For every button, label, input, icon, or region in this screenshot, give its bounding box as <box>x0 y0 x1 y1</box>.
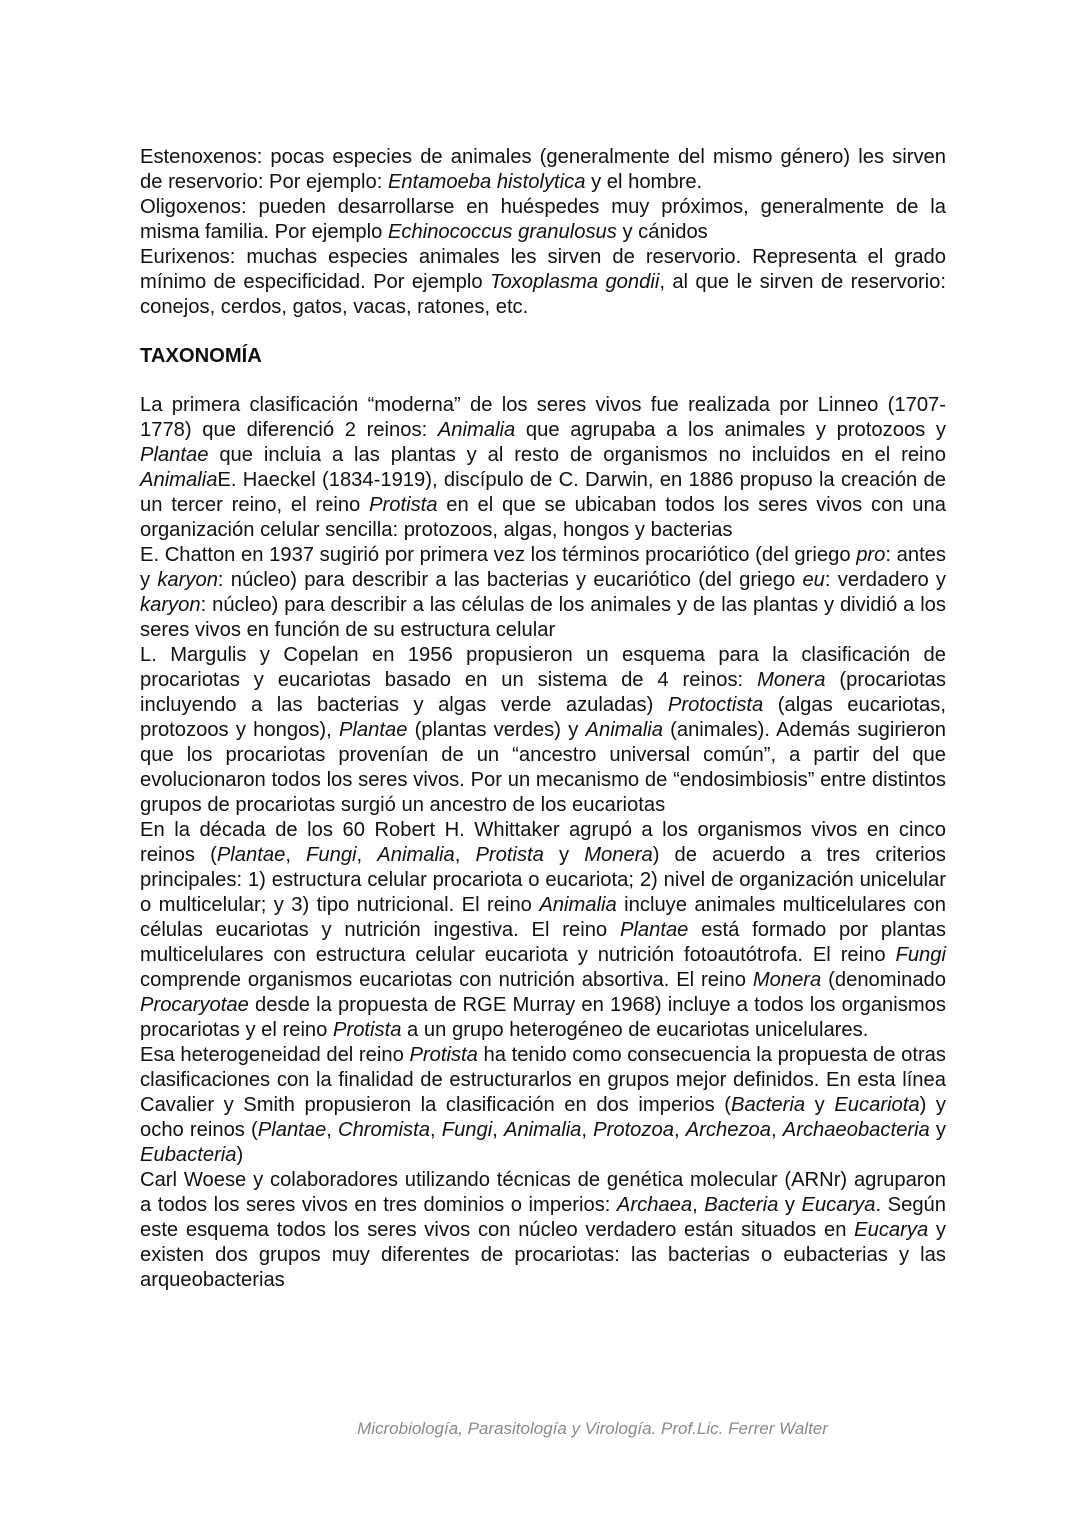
italic-term: Plantae <box>216 844 286 866</box>
italic-term: Protista <box>409 1044 478 1066</box>
italic-term: Entamoeba histolytica <box>387 171 586 193</box>
italic-term: Fungi <box>441 1119 493 1141</box>
page-footer: Microbiología, Parasitología y Virología. Prof.Lic. Ferrer Walter <box>357 1419 828 1438</box>
paragraph-eurixenos: Eurixenos: muchas especies animales les sirven de reservorio. Representa el grado mínimo de especificidad. Por ejemplo Toxoplasma gondii, al que le sirven de reservorio: conejos, cerdos, gatos, vacas, ratones, etc. <box>140 246 947 318</box>
italic-term: Eucariota <box>834 1094 920 1116</box>
paragraph-woese: Carl Woese y colaboradores utilizando técnicas de genética molecular (ARNr) agruparon a todos los seres vivos en tres dominios o imperios: Archaea, Bacteria y Eucarya. Según este esquema todos los seres vivos con núcleo verdadero están situados en Eucarya y existen dos grupos muy diferentes de procariotas: las bacterias o eubacterias y las arqueobacterias <box>140 1169 946 1291</box>
paragraph-chatton: E. Chatton en 1937 sugirió por primera vez los términos procariótico (del griego pro: antes y karyon: núcleo) para describir a las bacterias y eucariótico (del griego eu: verdadero y karyon: núcleo) para describir a las células de los animales y de las plantas y dividió a los seres vivos en función de su estructura celular <box>140 544 946 641</box>
italic-term: Bacteria <box>704 1194 779 1216</box>
paragraph-oligoxenos: Oligoxenos: pueden desarrollarse en huéspedes muy próximos, generalmente de la misma familia. Por ejemplo Echinococcus granulosus y cánidos <box>140 196 946 243</box>
italic-term: karyon <box>157 569 218 591</box>
paragraph-linneo: La primera clasificación “moderna” de los seres vivos fue realizada por Linneo (1707-1778) que diferenció 2 reinos: Animalia que agrupaba a los animales y protozoos y Plantae que incluia a las plantas y al resto de organismos no incluidos en el reino AnimaliaE. Haeckel (1834-1919), discípulo de C. Darwin, en 1886 propuso la creación de un tercer reino, el reino Protista en el que se ubicaban todos los seres vivos con una organización celular sencilla: protozoos, algas, hongos y bacterias <box>140 394 946 541</box>
italic-term: Animalia <box>437 419 516 441</box>
italic-term: Animalia <box>503 1119 582 1141</box>
italic-term: Plantae <box>257 1119 327 1141</box>
italic-term: Protoctista <box>667 694 764 716</box>
section-heading: TAXONOMÍA <box>140 345 262 367</box>
document-page <box>140 145 946 1293</box>
italic-term: pro <box>856 544 886 566</box>
italic-term: Archaea <box>616 1194 693 1216</box>
italic-term: Monera <box>584 844 653 866</box>
paragraph-whittaker: En la década de los 60 Robert H. Whittaker agrupó a los organismos vivos en cinco reinos (Plantae, Fungi, Animalia, Protista y Monera) de acuerdo a tres criterios principales: 1) estructura celular procariota o eucariota; 2) nivel de organización unicelular o multicelular; y 3) tipo nutricional. El reino Animalia incluye animales multicelulares con células eucariotas y nutrición ingestiva. El reino Plantae está formado por plantas multicelulares con estructura celular eucariota y nutrición fotoautótrofa. El reino Fungi comprende organismos eucariotas con nutrición absortiva. El reino Monera (denominado Procaryotae desde la propuesta de RGE Murray en 1968) incluye a todos los organismos procariotas y el reino Protista a un grupo heterogéneo de eucariotas unicelulares. <box>140 819 946 1041</box>
italic-term: Eubacteria <box>140 1144 237 1166</box>
italic-term: Archaeobacteria <box>782 1119 930 1141</box>
italic-term: Fungi <box>306 844 357 866</box>
italic-term: Plantae <box>619 919 689 941</box>
italic-term: Bacteria <box>731 1094 806 1116</box>
italic-term: Eucarya <box>801 1194 876 1216</box>
italic-term: Echinococcus granulosus <box>387 221 617 243</box>
italic-term: Plantae <box>338 719 408 741</box>
italic-term: Monera <box>752 969 822 991</box>
italic-term: Toxoplasma gondii <box>489 271 660 293</box>
italic-term: Animalia <box>539 894 617 916</box>
italic-term: Eucarya <box>854 1219 929 1241</box>
italic-term: Archezoa <box>685 1119 772 1141</box>
italic-term: Protista <box>333 1019 402 1041</box>
italic-term: Protista <box>475 844 544 866</box>
italic-term: eu <box>802 569 825 591</box>
italic-term: Animalia <box>377 844 455 866</box>
italic-term: Animalia <box>140 469 218 491</box>
italic-term: Fungi <box>895 944 946 966</box>
paragraph-margulis: L. Margulis y Copelan en 1956 propusieron un esquema para la clasificación de procariotas y eucariotas basado en un sistema de 4 reinos: Monera (procariotas incluyendo a las bacterias y algas verde azuladas) Protoctista (algas eucariotas, protozoos y hongos), Plantae (plantas verdes) y Animalia (animales). Además sugirieron que los procariotas provenían de un “ancestro universal común”, a partir del que evolucionaron todos los seres vivos. Por un mecanismo de “endosimbiosis” entre distintos grupos de procariotas surgió un ancestro de los eucariotas <box>140 644 946 816</box>
italic-term: Protozoa <box>593 1119 674 1141</box>
italic-term: Plantae <box>140 444 209 466</box>
italic-term: Chromista <box>337 1119 430 1141</box>
italic-term: Animalia <box>585 719 663 741</box>
italic-term: karyon <box>140 594 201 616</box>
paragraph-cavalier-smith: Esa heterogeneidad del reino Protista ha tenido como consecuencia la propuesta de otras clasificaciones con la finalidad de estructurarlos en grupos mejor definidos. En esta línea Cavalier y Smith propusieron la clasificación en dos imperios (Bacteria y Eucariota) y ocho reinos (Plantae, Chromista, Fungi, Animalia, Protozoa, Archezoa, Archaeobacteria y Eubacteria) <box>140 1044 947 1166</box>
italic-term: Protista <box>369 494 438 516</box>
paragraph-estenoxenos: Estenoxenos: pocas especies de animales (generalmente del mismo género) les sirven de reservorio: Por ejemplo: Entamoeba histolytica y el hombre. <box>140 146 946 193</box>
italic-term: Monera <box>757 669 826 691</box>
italic-term: Procaryotae <box>140 994 249 1016</box>
